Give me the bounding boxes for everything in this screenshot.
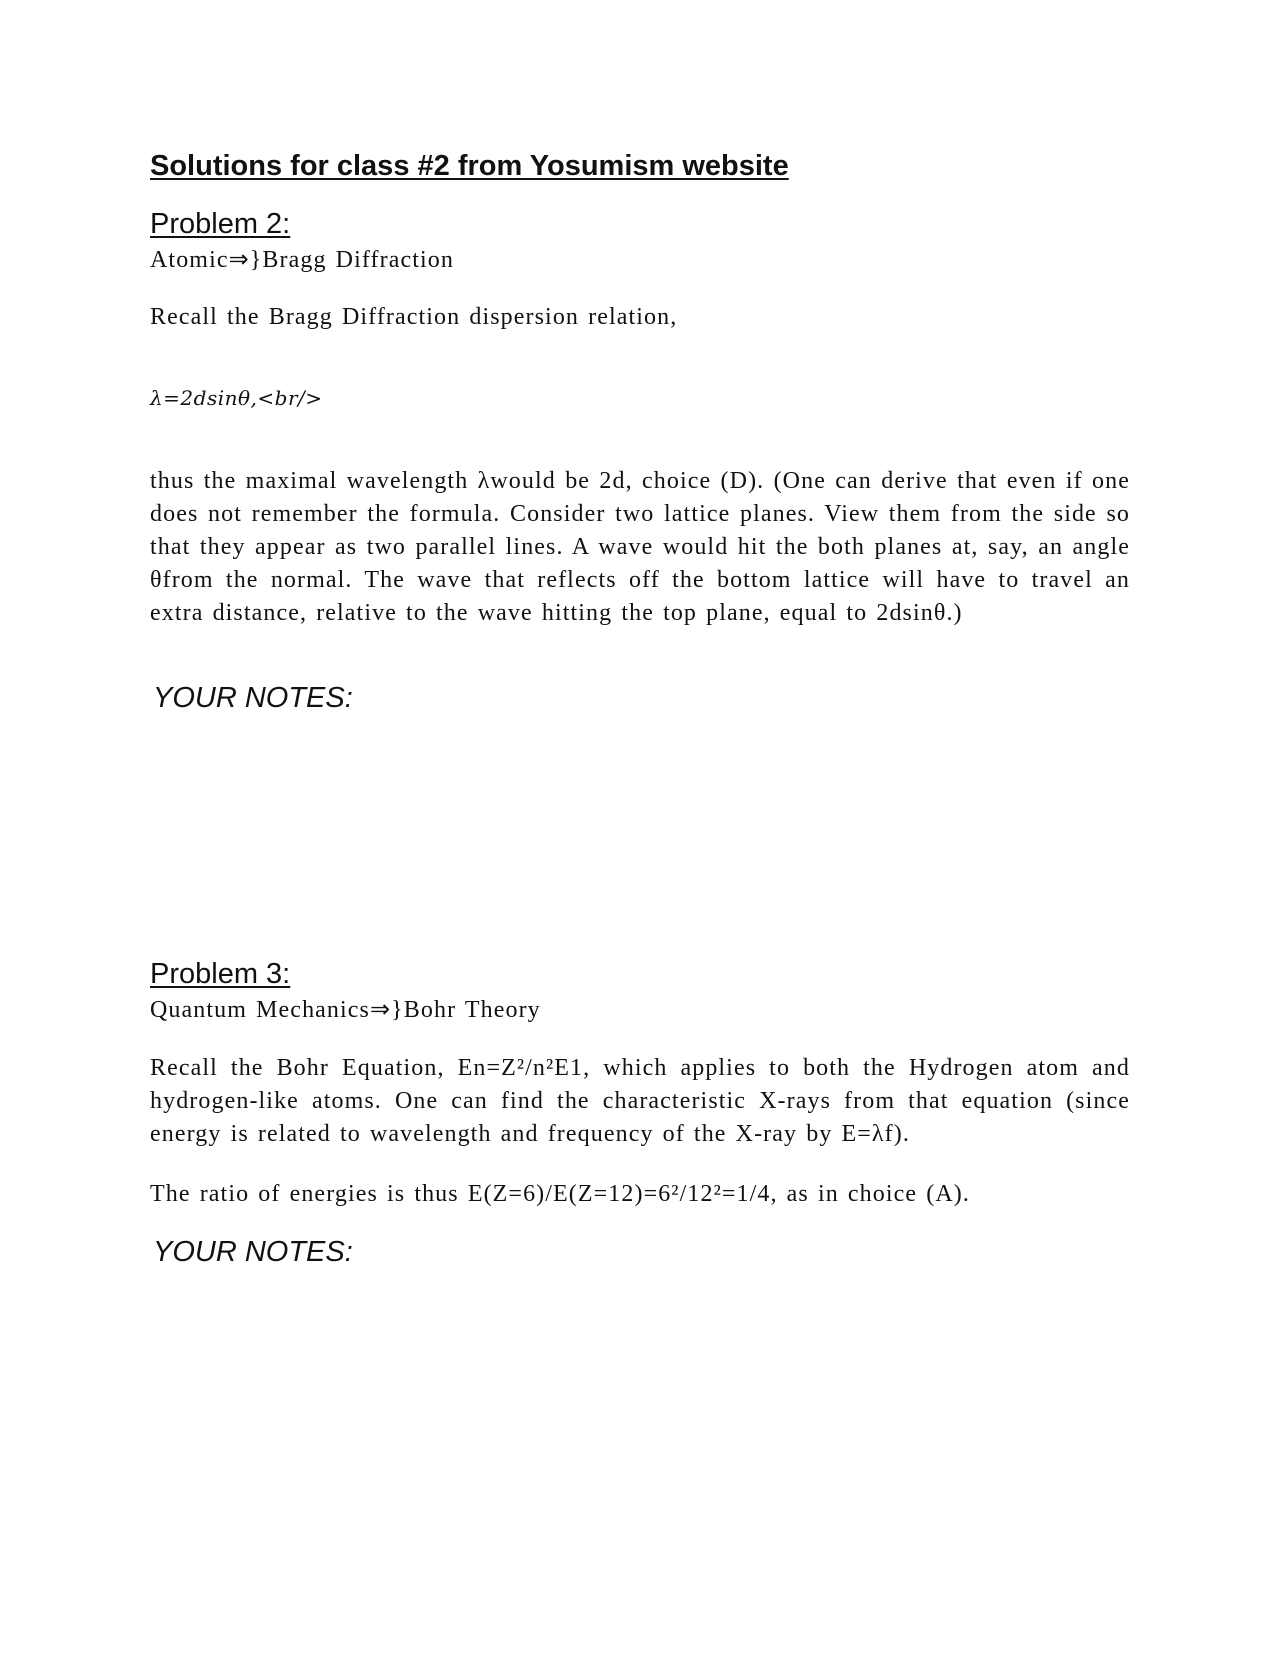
problem-2-intro: Recall the Bragg Diffraction dispersion relation, [150, 304, 678, 330]
problem-3-notes-label: YOUR NOTES: [153, 1236, 353, 1268]
problem-2-category: Atomic⇒}Bragg Diffraction [150, 247, 454, 273]
problem-3-explanation: Recall the Bohr Equation, En=Z²/n²E1, which applies to both the Hydrogen atom and hydrogen-like atoms. One can find the characteristic X-rays from that equation (since energy is related to wavelength and frequency of the X-ray by E=λf). [150, 1055, 1130, 1147]
problem-2-heading: Problem 2: [150, 208, 291, 240]
problem-2-explanation: thus the maximal wavelength λwould be 2d, choice (D). (One can derive that even if one does not remember the formula. Consider two lattice planes. View them from the side so that they appear as two parallel lines. A wave would hit the both planes at, say, an angle θfrom the normal. The wave that reflects off the bottom lattice will have to travel an extra distance, relative to the wave hitting the top plane, equal to 2dsinθ.) [150, 468, 1130, 626]
problem-3-category: Quantum Mechanics⇒}Bohr Theory [150, 997, 541, 1023]
problem-2-notes-label: YOUR NOTES: [153, 682, 353, 714]
problem-3-heading: Problem 3: [150, 958, 291, 990]
problem-2-equation: λ=2dsinθ,<br/> [150, 386, 323, 410]
page-title: Solutions for class #2 from Yosumism website [150, 150, 789, 182]
problem-3-ratio: The ratio of energies is thus E(Z=6)/E(Z=12)=6²/12²=1/4, as in choice (A). [150, 1181, 970, 1207]
